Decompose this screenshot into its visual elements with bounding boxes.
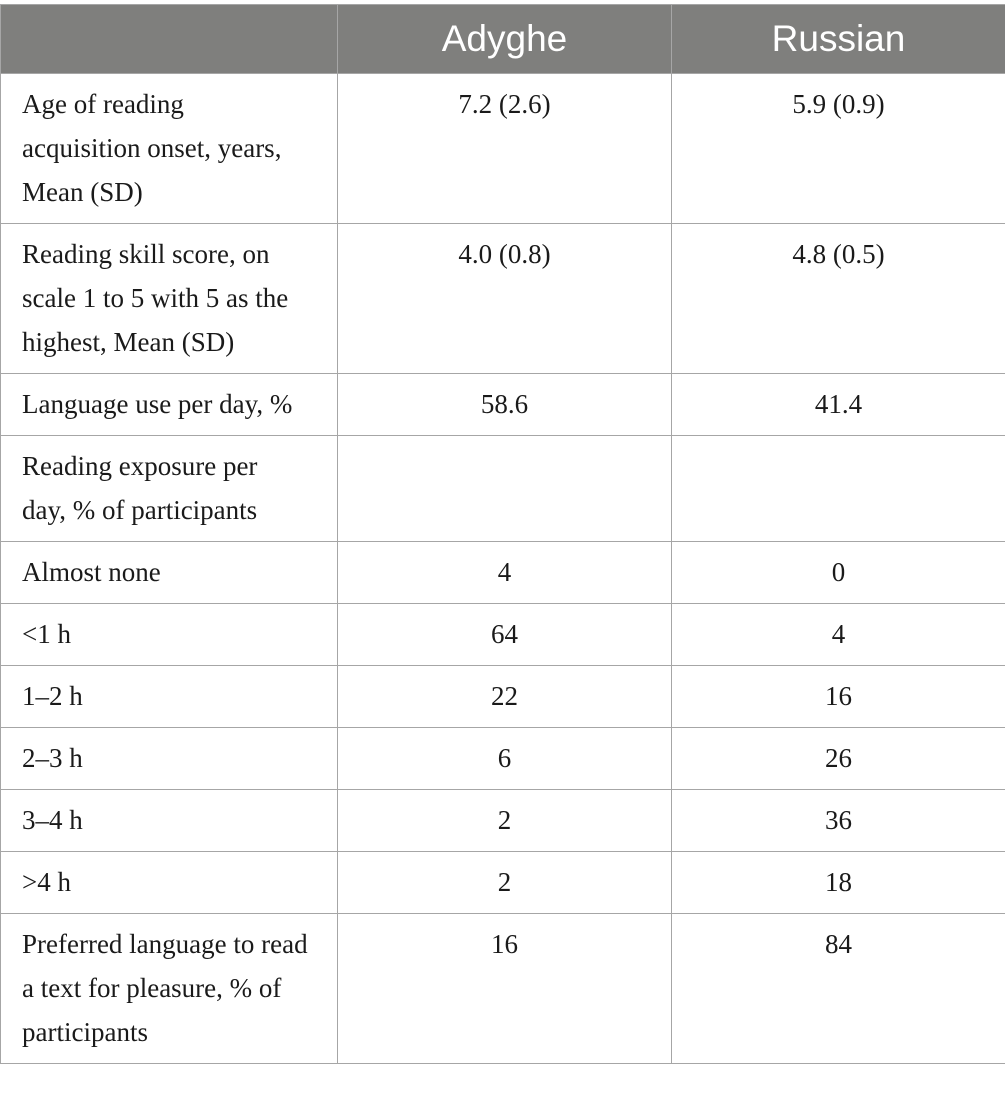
- adyghe-value: 58.6: [338, 374, 672, 436]
- russian-value: [672, 436, 1005, 542]
- russian-value: 5.9 (0.9): [672, 74, 1005, 224]
- adyghe-value: 22: [338, 666, 672, 728]
- row-label: Almost none: [1, 542, 338, 604]
- russian-value: 4: [672, 604, 1005, 666]
- row-label: <1 h: [1, 604, 338, 666]
- adyghe-value: [338, 436, 672, 542]
- russian-value: 41.4: [672, 374, 1005, 436]
- adyghe-value: 2: [338, 852, 672, 914]
- russian-value: 18: [672, 852, 1005, 914]
- row-label: 1–2 h: [1, 666, 338, 728]
- adyghe-value: 64: [338, 604, 672, 666]
- table-row: [1, 852, 1005, 914]
- row-label: Reading exposure per day, % of participants: [1, 436, 338, 542]
- header-empty-cell: [1, 5, 338, 74]
- row-label: >4 h: [1, 852, 338, 914]
- header-russian: Russian: [672, 5, 1005, 74]
- table-row: [1, 542, 1005, 604]
- table-row: [1, 790, 1005, 852]
- adyghe-value: 4: [338, 542, 672, 604]
- russian-value: 36: [672, 790, 1005, 852]
- table-row: [1, 728, 1005, 790]
- header-row: [1, 5, 1005, 74]
- table-row: [1, 374, 1005, 436]
- data-table: [0, 4, 1005, 1064]
- table-row: [1, 914, 1005, 1064]
- row-label: Reading skill score, on scale 1 to 5 with 5 as the highest, Mean (SD): [1, 224, 338, 374]
- adyghe-value: 6: [338, 728, 672, 790]
- table-row: [1, 436, 1005, 542]
- table-row: [1, 74, 1005, 224]
- row-label: Preferred language to read a text for pleasure, % of participants: [1, 914, 338, 1064]
- row-label: 2–3 h: [1, 728, 338, 790]
- adyghe-value: 7.2 (2.6): [338, 74, 672, 224]
- row-label: Language use per day, %: [1, 374, 338, 436]
- adyghe-value: 2: [338, 790, 672, 852]
- header-adyghe: Adyghe: [338, 5, 672, 74]
- table-row: [1, 666, 1005, 728]
- russian-value: 0: [672, 542, 1005, 604]
- row-label: 3–4 h: [1, 790, 338, 852]
- table-row: [1, 224, 1005, 374]
- adyghe-value: 4.0 (0.8): [338, 224, 672, 374]
- row-label: Age of reading acquisition onset, years, Mean (SD): [1, 74, 338, 224]
- russian-value: 26: [672, 728, 1005, 790]
- table-row: [1, 604, 1005, 666]
- russian-value: 84: [672, 914, 1005, 1064]
- russian-value: 4.8 (0.5): [672, 224, 1005, 374]
- adyghe-value: 16: [338, 914, 672, 1064]
- russian-value: 16: [672, 666, 1005, 728]
